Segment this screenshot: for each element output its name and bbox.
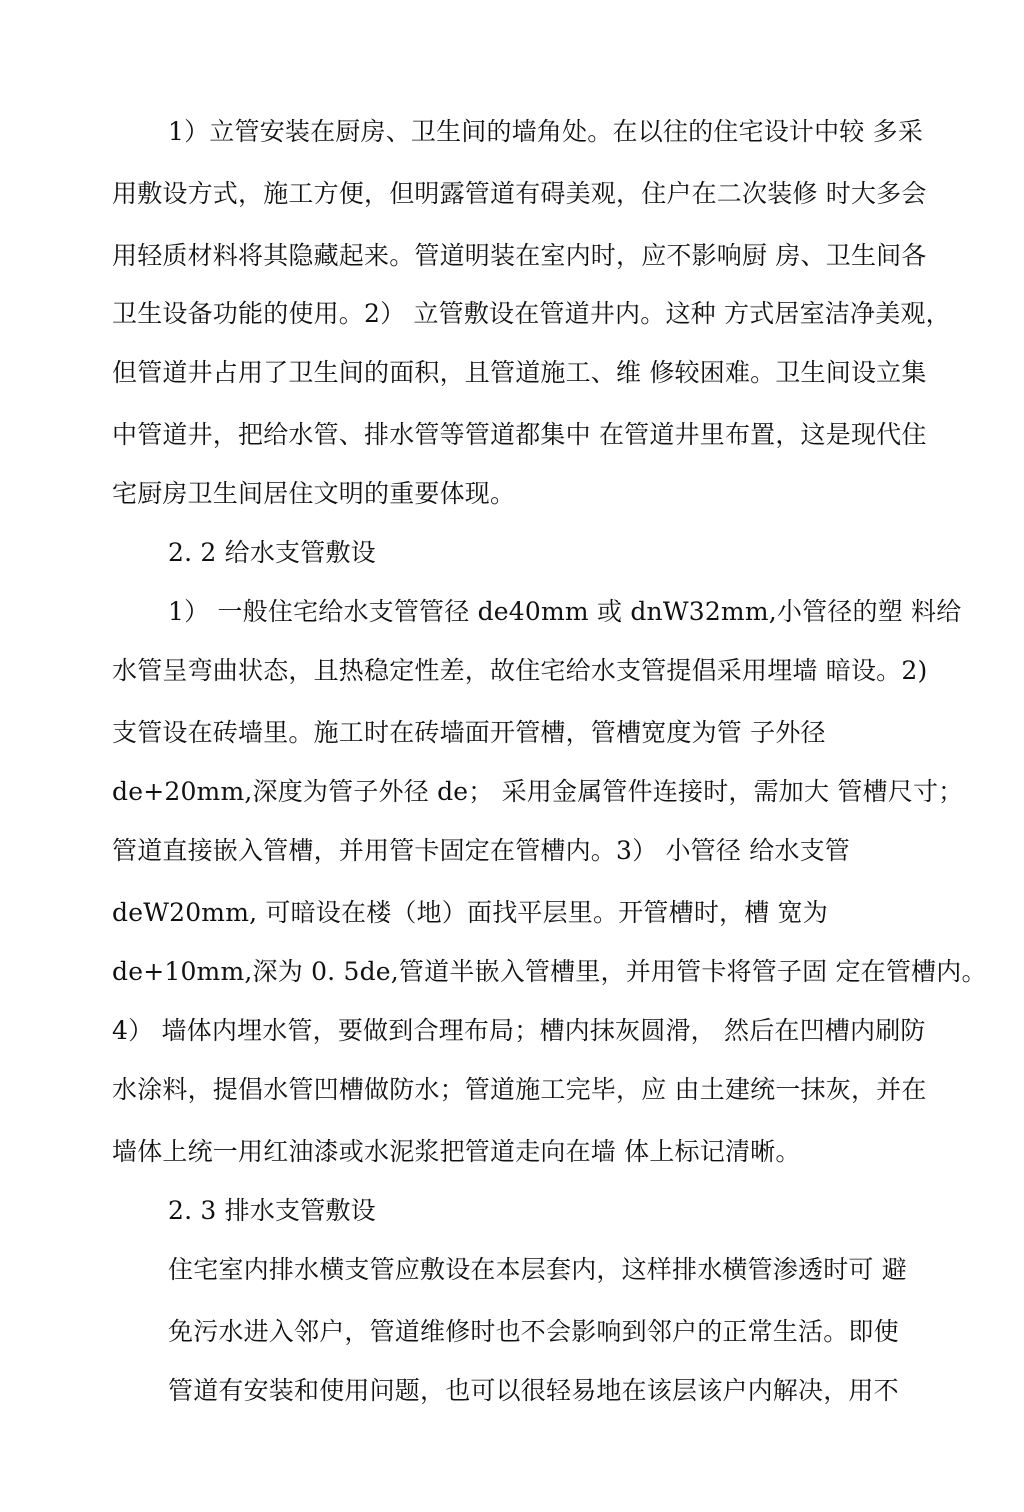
paragraph-line: deW20mm, 可暗设在楼（地）面找平层里。开管槽时，槽 宽为 bbox=[112, 898, 828, 927]
paragraph-line: 1） 一般住宅给水支管管径 de40mm 或 dnW32mm,小管径的塑 料给 bbox=[168, 597, 962, 626]
paragraph-line: 水管呈弯曲状态，且热稳定性差，故住宅给水支管提倡采用埋墙 暗设。2) bbox=[112, 656, 928, 685]
paragraph-line: 用轻质材料将其隐藏起来。管道明装在室内时，应不影响厨 房、卫生间各 bbox=[112, 241, 927, 270]
paragraph-line: 管道有安装和使用问题，也可以很轻易地在该层该户内解决，用不 bbox=[168, 1376, 899, 1405]
paragraph-line: 1）立管安装在厨房、卫生间的墙角处。在以往的住宅设计中较 多采 bbox=[168, 117, 924, 146]
paragraph-line: de+10mm,深为 0. 5de,管道半嵌入管槽里，并用管卡将管子固 定在管槽内。 bbox=[112, 957, 987, 986]
paragraph-line: 用敷设方式，施工方便，但明露管道有碍美观，住户在二次装修 时大多会 bbox=[112, 179, 927, 208]
paragraph-line: 管道直接嵌入管槽，并用管卡固定在管槽内。3） 小管径 给水支管 bbox=[112, 836, 851, 865]
paragraph-line: 但管道井占用了卫生间的面积，且管道施工、维 修较困难。卫生间设立集 bbox=[112, 358, 927, 387]
paragraph-line: 宅厨房卫生间居住文明的重要体现。 bbox=[112, 479, 516, 508]
paragraph-line: 支管设在砖墙里。施工时在砖墙面开管槽，管槽宽度为管 子外径 bbox=[112, 718, 826, 747]
paragraph-line: 免污水进入邻户，管道维修时也不会影响到邻户的正常生活。即使 bbox=[168, 1317, 899, 1346]
paragraph-line: 4） 墙体内埋水管，要做到合理布局；槽内抹灰圆滑， 然后在凹槽内刷防 bbox=[112, 1016, 926, 1045]
paragraph-line: de+20mm,深度为管子外径 de； 采用金属管件连接时，需加大 管槽尺寸； bbox=[112, 777, 964, 806]
paragraph-line: 卫生设备功能的使用。2） 立管敷设在管道井内。这种 方式居室洁净美观， bbox=[112, 299, 951, 328]
paragraph-line: 住宅室内排水横支管应敷设在本层套内，这样排水横管渗透时可 避 bbox=[168, 1255, 907, 1284]
paragraph-line: 水涂料，提倡水管凹槽做防水；管道施工完毕，应 由土建统一抹灰，并在 bbox=[112, 1075, 927, 1104]
section-heading: 2. 3 排水支管敷设 bbox=[168, 1196, 376, 1225]
paragraph-line: 墙体上统一用红油漆或水泥浆把管道走向在墙 体上标记清晰。 bbox=[112, 1137, 801, 1166]
paragraph-line: 中管道井，把给水管、排水管等管道都集中 在管道井里布置，这是现代住 bbox=[112, 420, 927, 449]
section-heading: 2. 2 给水支管敷设 bbox=[168, 538, 376, 567]
